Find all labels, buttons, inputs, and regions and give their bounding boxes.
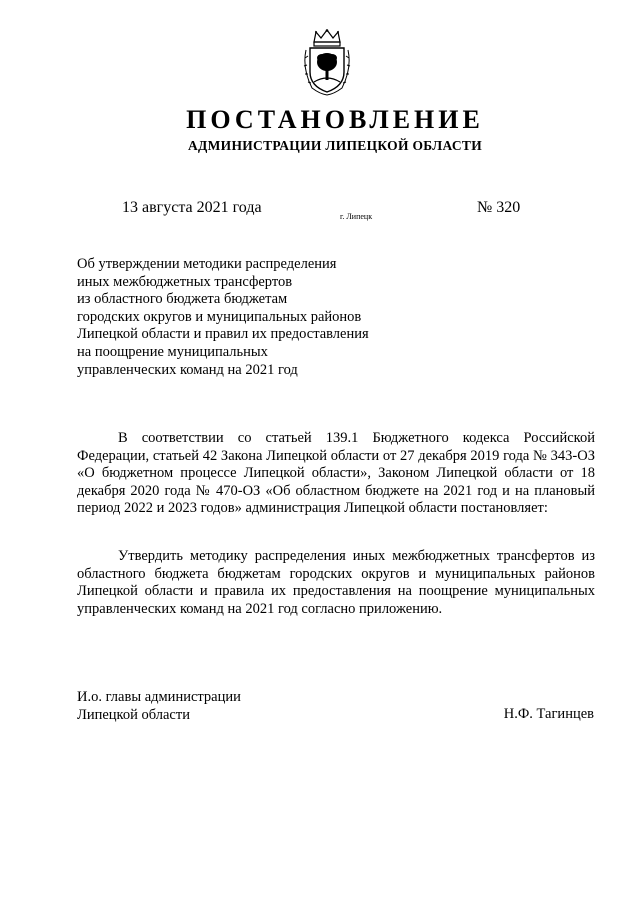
resolution-paragraph: Утвердить методику распределения иных межбюджетных трансфертов из областного бюджета бюджетам городских округов и муниципальных районов Липецкой области и правила их предоставления на поощрение муниципальных управленческих команд на 2021 год согласно приложению. bbox=[77, 548, 595, 617]
heading-line: Об утверждении методики распределения bbox=[77, 256, 337, 272]
document-heading bbox=[77, 256, 417, 379]
heading-line: Липецкой области и правил их предоставления bbox=[77, 326, 369, 343]
signatory-name: Н.Ф. Тагинцев bbox=[503, 706, 594, 722]
heading-line: из областного бюджета бюджетам bbox=[77, 291, 288, 308]
document-date: 13 августа 2021 года bbox=[122, 199, 262, 216]
document-city: г. Липецк bbox=[340, 212, 373, 221]
document-title: ПОСТАНОВЛЕНИЕ bbox=[186, 105, 484, 134]
heading-line: управленческих команд на 2021 год bbox=[77, 361, 298, 378]
document-number: № 320 bbox=[477, 199, 521, 216]
signatory-position-line: Липецкой области bbox=[77, 706, 190, 723]
heading-line: городских округов и муниципальных районов bbox=[77, 308, 362, 325]
heading-line: на поощрение муниципальных bbox=[77, 343, 268, 360]
document-subtitle: АДМИНИСТРАЦИИ ЛИПЕЦКОЙ ОБЛАСТИ bbox=[187, 138, 483, 153]
coat-of-arms-icon bbox=[302, 28, 352, 96]
signatory-position bbox=[77, 689, 241, 724]
signatory-position-line: И.о. главы администрации bbox=[77, 689, 241, 705]
heading-line: иных межбюджетных трансфертов bbox=[77, 273, 293, 290]
preamble-paragraph: В соответствии со статьей 139.1 Бюджетного кодекса Российской Федерации, статьей 42 Закона Липецкой области от 27 декабря 2019 года № 343-ОЗ «О бюджетном процессе Липецкой области», Законом Липецкой области от 18 декабря 2020 года № 470-ОЗ «Об областном бюджете на 2021 год и на плановый период 2022 и 2023 годов» администрация Липецкой области постановляет: bbox=[77, 430, 595, 517]
